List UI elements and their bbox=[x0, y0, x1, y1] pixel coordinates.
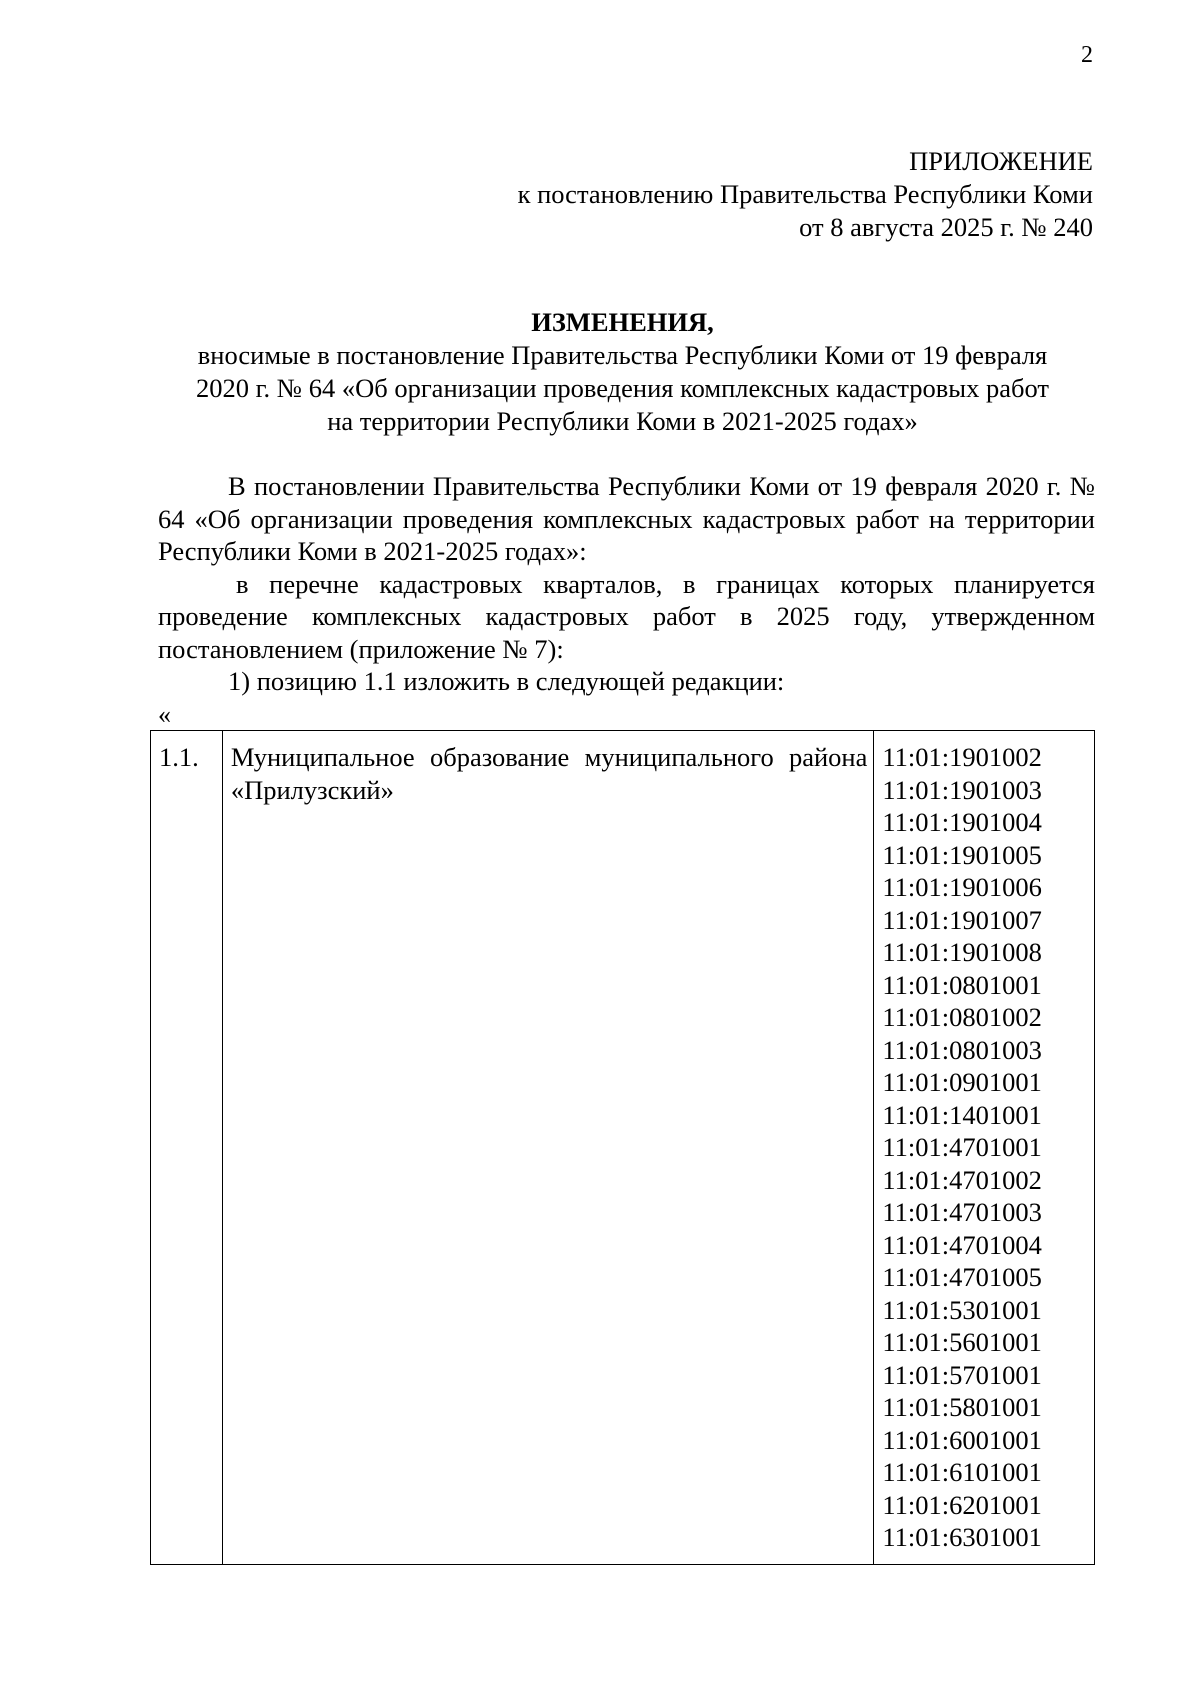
heading-line-1: вносимые в постановление Правительства Республики Коми от 19 февраля bbox=[197, 340, 1048, 370]
table-row bbox=[151, 731, 1095, 1565]
cadastral-code: 11:01:4701004 bbox=[882, 1229, 1042, 1260]
heading-title: ИЗМЕНЕНИЯ, bbox=[531, 307, 714, 337]
cadastral-code: 11:01:5701001 bbox=[882, 1359, 1042, 1390]
cadastral-code: 11:01:1901003 bbox=[882, 774, 1042, 805]
cadastral-code: 11:01:6001001 bbox=[882, 1424, 1042, 1455]
cadastral-code: 11:01:1901005 bbox=[882, 839, 1042, 870]
cadastral-code: 11:01:4701001 bbox=[882, 1132, 1042, 1162]
cadastral-code: 11:01:0801003 bbox=[882, 1034, 1042, 1065]
cadastral-code: 11:01:6301001 bbox=[882, 1522, 1042, 1552]
cadastral-code: 11:01:6201001 bbox=[882, 1489, 1042, 1520]
document-body bbox=[158, 470, 1095, 698]
cadastral-code: 11:01:1401001 bbox=[882, 1099, 1042, 1130]
appendix-reference: к постановлению Правительства Республики Коми bbox=[517, 179, 1093, 209]
body-paragraph-2: в перечне кадастровых кварталов, в границах которых планируется проведение комплексных кадастровых работ в 2025 году, утвержденном постановлением (приложение № 7): bbox=[158, 568, 1095, 664]
page-number: 2 bbox=[1081, 42, 1093, 68]
cadastral-code: 11:01:4701003 bbox=[882, 1197, 1042, 1227]
cadastral-code: 11:01:1901007 bbox=[882, 904, 1042, 935]
positions-table bbox=[150, 730, 1095, 1565]
cadastral-code: 11:01:4701005 bbox=[882, 1262, 1042, 1292]
cadastral-code: 11:01:5601001 bbox=[882, 1327, 1042, 1357]
heading-line-2: 2020 г. № 64 «Об организации проведения комплексных кадастровых работ bbox=[196, 373, 1049, 403]
document-heading bbox=[150, 306, 1095, 438]
cadastral-code: 11:01:6101001 bbox=[882, 1457, 1042, 1487]
heading-line-3: на территории Республики Коми в 2021-2025 годах» bbox=[327, 406, 918, 436]
appendix-block bbox=[518, 145, 1093, 244]
cadastral-code: 11:01:4701002 bbox=[882, 1164, 1042, 1195]
appendix-title: ПРИЛОЖЕНИЕ bbox=[909, 146, 1093, 176]
row-cadastral-codes bbox=[874, 731, 1095, 1565]
body-paragraph-1: В постановлении Правительства Республики Коми от 19 февраля 2020 г. № 64 «Об организации проведения комплексных кадастровых работ на территории Республики Коми в 2021-2025 годах»: bbox=[158, 471, 1095, 566]
cadastral-code: 11:01:1901006 bbox=[882, 872, 1042, 902]
opening-quote: « bbox=[158, 700, 171, 729]
row-number: 1.1. bbox=[151, 731, 223, 1565]
row-municipality-name: Муниципальное образование муниципального района «Прилузский» bbox=[222, 731, 874, 1565]
cadastral-code: 11:01:0901001 bbox=[882, 1067, 1042, 1097]
cadastral-code: 11:01:5301001 bbox=[882, 1294, 1042, 1325]
cadastral-code: 11:01:1901008 bbox=[882, 937, 1042, 967]
cadastral-code: 11:01:0801002 bbox=[882, 1002, 1042, 1032]
cadastral-code: 11:01:1901002 bbox=[882, 742, 1042, 772]
body-paragraph-3: 1) позицию 1.1 изложить в следующей редакции: bbox=[228, 666, 785, 696]
cadastral-code: 11:01:1901004 bbox=[882, 807, 1042, 837]
cadastral-code: 11:01:5801001 bbox=[882, 1392, 1042, 1422]
appendix-date: от 8 августа 2025 г. № 240 bbox=[799, 212, 1093, 242]
cadastral-code: 11:01:0801001 bbox=[882, 969, 1042, 1000]
